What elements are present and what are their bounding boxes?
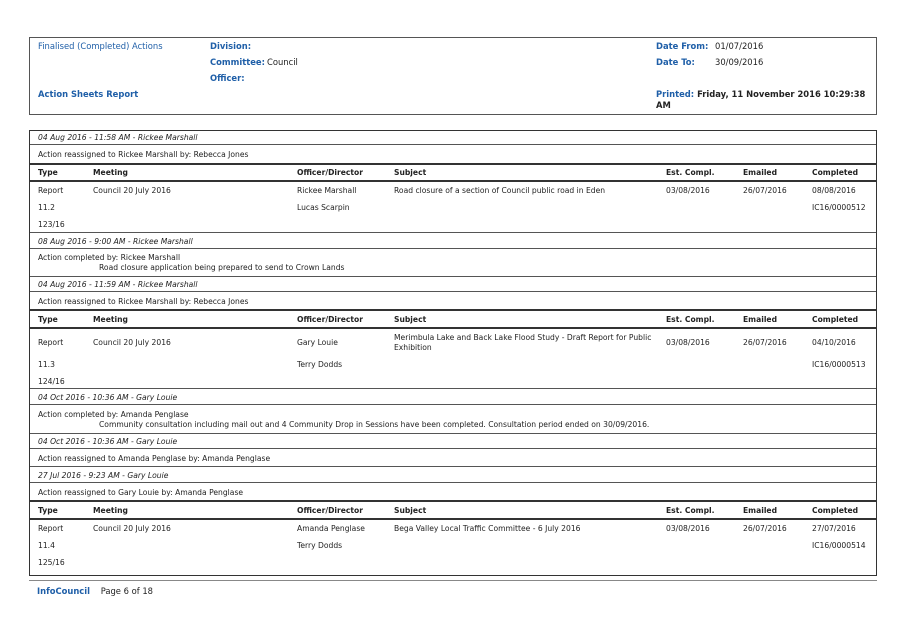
divider — [30, 144, 876, 145]
cell-ref: IC16/0000514 — [812, 541, 866, 550]
note-body: Action reassigned to Rickee Marshall by: Rebecca Jones — [38, 297, 249, 306]
footer-divider — [29, 580, 877, 581]
divider — [30, 448, 876, 449]
cell-officer-2: Terry Dodds — [297, 541, 343, 550]
cell-type: Report — [38, 186, 64, 195]
date-to-value: 30/09/2016 — [715, 57, 764, 67]
col-type: Type — [38, 315, 58, 324]
divider — [30, 482, 876, 483]
cell-ref: IC16/0000512 — [812, 203, 866, 212]
note-body: Action reassigned to Rickee Marshall by: Rebecca Jones — [38, 150, 249, 159]
page-footer — [37, 586, 153, 596]
col-completed: Completed — [812, 168, 859, 177]
actions-table — [29, 130, 877, 576]
cell-completed: 08/08/2016 — [812, 186, 856, 195]
col-subject: Subject — [394, 506, 427, 515]
col-officer: Officer/Director — [297, 168, 363, 177]
cell-type: Report — [38, 338, 64, 347]
cell-number: 124/16 — [38, 377, 65, 386]
divider — [30, 248, 876, 249]
col-emailed: Emailed — [743, 506, 778, 515]
header-top-border — [30, 309, 876, 311]
note-heading: 04 Oct 2016 - 10:36 AM - Gary Louie — [38, 437, 178, 446]
cell-ref: IC16/0000513 — [812, 360, 866, 369]
note-heading: 04 Aug 2016 - 11:59 AM - Rickee Marshall — [38, 280, 198, 289]
divider — [30, 404, 876, 405]
footer-brand: InfoCouncil — [37, 586, 91, 596]
cell-meeting: Council 20 July 2016 — [93, 524, 171, 533]
cell-emailed: 26/07/2016 — [743, 338, 787, 347]
printed-value: Friday, 11 November 2016 10:29:38 — [697, 89, 866, 99]
divider — [30, 433, 876, 434]
col-emailed: Emailed — [743, 315, 778, 324]
cell-subject-cont: Exhibition — [394, 343, 432, 352]
divider — [30, 466, 876, 467]
date-to-label: Date To: — [656, 57, 695, 67]
col-completed: Completed — [812, 506, 859, 515]
printed-line — [656, 89, 865, 99]
cell-officer-2: Lucas Scarpin — [297, 203, 350, 212]
cell-est-compl: 03/08/2016 — [666, 338, 710, 347]
divider — [30, 232, 876, 233]
header-top-border — [30, 163, 876, 165]
cell-subject: Bega Valley Local Traffic Committee - 6 July 2016 — [394, 524, 581, 533]
col-officer: Officer/Director — [297, 315, 363, 324]
header-bottom-border — [30, 180, 876, 182]
cell-officer: Amanda Penglase — [297, 524, 365, 533]
cell-type: Report — [38, 524, 64, 533]
report-header — [29, 37, 877, 115]
note-body: Action reassigned to Amanda Penglase by: Amanda Penglase — [38, 454, 271, 463]
note-body: Action reassigned to Gary Louie by: Amanda Penglase — [38, 488, 244, 497]
cell-completed: 04/10/2016 — [812, 338, 856, 347]
header-bottom-border — [30, 327, 876, 329]
note-heading: 08 Aug 2016 - 9:00 AM - Rickee Marshall — [38, 237, 193, 246]
cell-emailed: 26/07/2016 — [743, 524, 787, 533]
col-est-compl: Est. Compl. — [666, 168, 715, 177]
note-heading: 04 Aug 2016 - 11:58 AM - Rickee Marshall — [38, 133, 198, 142]
header-top-border — [30, 500, 876, 502]
note-heading: 27 Jul 2016 - 9:23 AM - Gary Louie — [38, 471, 169, 480]
col-type: Type — [38, 506, 58, 515]
col-officer: Officer/Director — [297, 506, 363, 515]
page-number: Page 6 of 18 — [100, 586, 154, 596]
divider — [30, 276, 876, 277]
note-body: Action completed by: Amanda Penglase — [38, 410, 189, 419]
cell-item: 11.2 — [38, 203, 55, 212]
printed-label: Printed: — [656, 89, 695, 99]
cell-subject: Merimbula Lake and Back Lake Flood Study - Draft Report for Public — [394, 333, 652, 342]
cell-subject: Road closure of a section of Council public road in Eden — [394, 186, 606, 195]
cell-est-compl: 03/08/2016 — [666, 186, 710, 195]
cell-item: 11.4 — [38, 541, 55, 550]
col-type: Type — [38, 168, 58, 177]
note-detail: Community consultation including mail out and 4 Community Drop in Sessions have been completed. Consultation period ended on 30/09/2016. — [99, 420, 650, 429]
cell-number: 125/16 — [38, 558, 65, 567]
report-name: Action Sheets Report — [38, 89, 139, 99]
header-bottom-border — [30, 518, 876, 520]
cell-meeting: Council 20 July 2016 — [93, 186, 171, 195]
col-est-compl: Est. Compl. — [666, 506, 715, 515]
note-body: Action completed by: Rickee Marshall — [38, 253, 181, 262]
date-from-value: 01/07/2016 — [715, 41, 764, 51]
officer-label: Officer: — [210, 73, 245, 83]
committee-value: Council — [267, 57, 298, 67]
cell-number: 123/16 — [38, 220, 65, 229]
cell-meeting: Council 20 July 2016 — [93, 338, 171, 347]
col-completed: Completed — [812, 315, 859, 324]
report-type: Finalised (Completed) Actions — [38, 41, 163, 51]
cell-emailed: 26/07/2016 — [743, 186, 787, 195]
col-meeting: Meeting — [93, 506, 128, 515]
col-est-compl: Est. Compl. — [666, 315, 715, 324]
printed-value-cont: AM — [656, 100, 671, 110]
cell-officer-2: Terry Dodds — [297, 360, 343, 369]
col-emailed: Emailed — [743, 168, 778, 177]
note-detail: Road closure application being prepared to send to Crown Lands — [99, 263, 345, 272]
cell-completed: 27/07/2016 — [812, 524, 856, 533]
committee-label: Committee: — [210, 57, 265, 67]
col-subject: Subject — [394, 315, 427, 324]
cell-officer: Rickee Marshall — [297, 186, 357, 195]
note-heading: 04 Oct 2016 - 10:36 AM - Gary Louie — [38, 393, 178, 402]
divider — [30, 388, 876, 389]
date-from-label: Date From: — [656, 41, 709, 51]
division-label: Division: — [210, 41, 252, 51]
col-meeting: Meeting — [93, 315, 128, 324]
col-subject: Subject — [394, 168, 427, 177]
divider — [30, 291, 876, 292]
col-meeting: Meeting — [93, 168, 128, 177]
cell-est-compl: 03/08/2016 — [666, 524, 710, 533]
cell-item: 11.3 — [38, 360, 55, 369]
cell-officer: Gary Louie — [297, 338, 338, 347]
